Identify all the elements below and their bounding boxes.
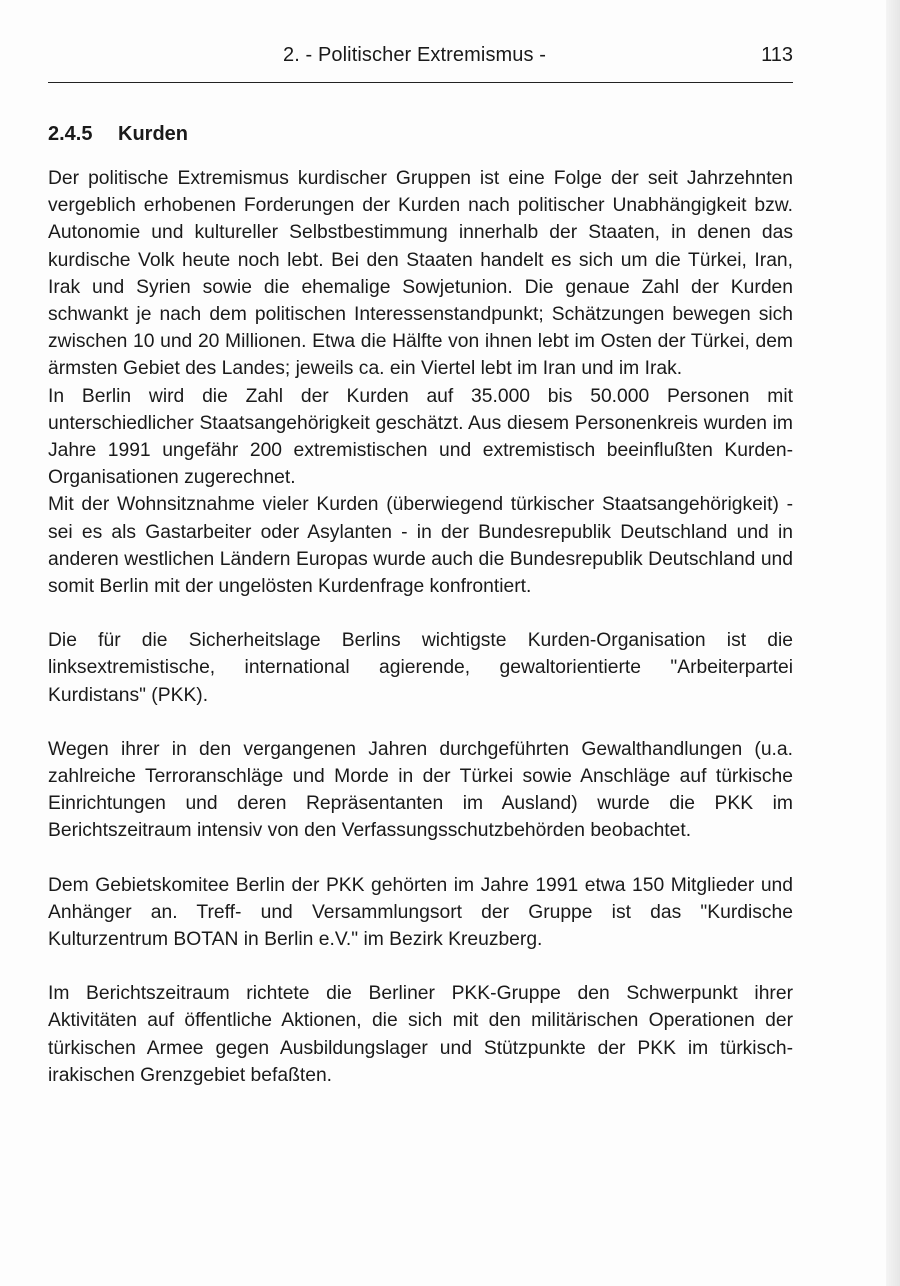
paragraph-violence: Wegen ihrer in den vergangenen Jahren durchgeführten Gewalthandlungen (u.a. zahlreiche Terroranschläge und Morde in der Türkei sowie Anschläge auf türkische Einrichtungen und deren Repräsentanten im Ausland) wurde die PKK im Berichtszeitraum intensiv von den Verfassungsschutzbehörden beobachtet. (48, 738, 793, 842)
page-number: 113 (761, 44, 793, 66)
scan-edge-shadow (886, 0, 900, 1286)
page-header (48, 42, 793, 78)
paragraph-activities: Im Berichtszeitraum richtete die Berliner PKK-Gruppe den Schwerpunkt ihrer Aktivitäten auf öffentliche Aktionen, die sich mit den militärischen Operationen der türkischen Armee gegen Ausbildungslager und Stützpunkte der PKK im türkisch-irakischen Grenzgebiet befaßten. (48, 983, 793, 1086)
body-text (48, 165, 793, 1089)
section-title: Kurden (118, 123, 188, 145)
paragraph-intro: Der politische Extremismus kurdischer Gruppen ist eine Folge der seit Jahrzehnten vergeblich erhobenen Forderungen der Kurden nach politischer Unabhängigkeit bzw. Autonomie und kultureller Selbstbestimmung innerhalb der Staaten, in denen das kurdische Volk heute noch lebt. Bei den Staaten handelt es sich um die Türkei, Iran, Irak und Syrien sowie die ehemalige Sowjetunion. Die genaue Zahl der Kurden schwankt je nach dem politischen Interessenstandpunkt; Schätzungen bewegen sich zwischen 10 und 20 Millionen. Etwa die Hälfte von ihnen lebt im Osten der Türkei, dem ärmsten Gebiet des Landes; jeweils ca. ein Viertel lebt im Iran und im Irak. (48, 168, 793, 380)
section-number: 2.4.5 (48, 123, 93, 145)
header-rule (48, 82, 793, 83)
paragraph-residence: Mit der Wohnsitznahme vieler Kurden (überwiegend türkischer Staatsangehörigkeit) - sei es als Gastarbeiter oder Asylanten - in der Bundesrepublik Deutschland und in anderen westlichen Ländern Europas wurde auch die Bundesrepublik Deutschland und somit Berlin mit der ungelösten Kurdenfrage konfrontiert. (48, 494, 793, 598)
running-title: 2. - Politischer Extremismus - (283, 44, 547, 66)
paragraph-pkk-intro: Die für die Sicherheitslage Berlins wichtigste Kurden-Organisation ist die linksextremistische, international agierende, gewaltorientierte "Arbeiterpartei Kurdistans" (PKK). (48, 630, 793, 706)
paragraph-committee: Dem Gebietskomitee Berlin der PKK gehörten im Jahre 1991 etwa 150 Mitglieder und Anhänger an. Treff- und Versammlungsort der Gruppe ist das "Kurdische Kulturzentrum BOTAN in Berlin e.V." im Bezirk Kreuzberg. (48, 874, 793, 951)
section-heading (48, 123, 188, 146)
paragraph-berlin-numbers: In Berlin wird die Zahl der Kurden auf 35.000 bis 50.000 Personen mit unterschiedlicher Staatsangehörigkeit geschätzt. Aus diesem Personenkreis wurden im Jahre 1991 ungefähr 200 extremistischen und extremistisch beeinflußten Kurden-Organisationen zugerechnet. (48, 385, 793, 489)
